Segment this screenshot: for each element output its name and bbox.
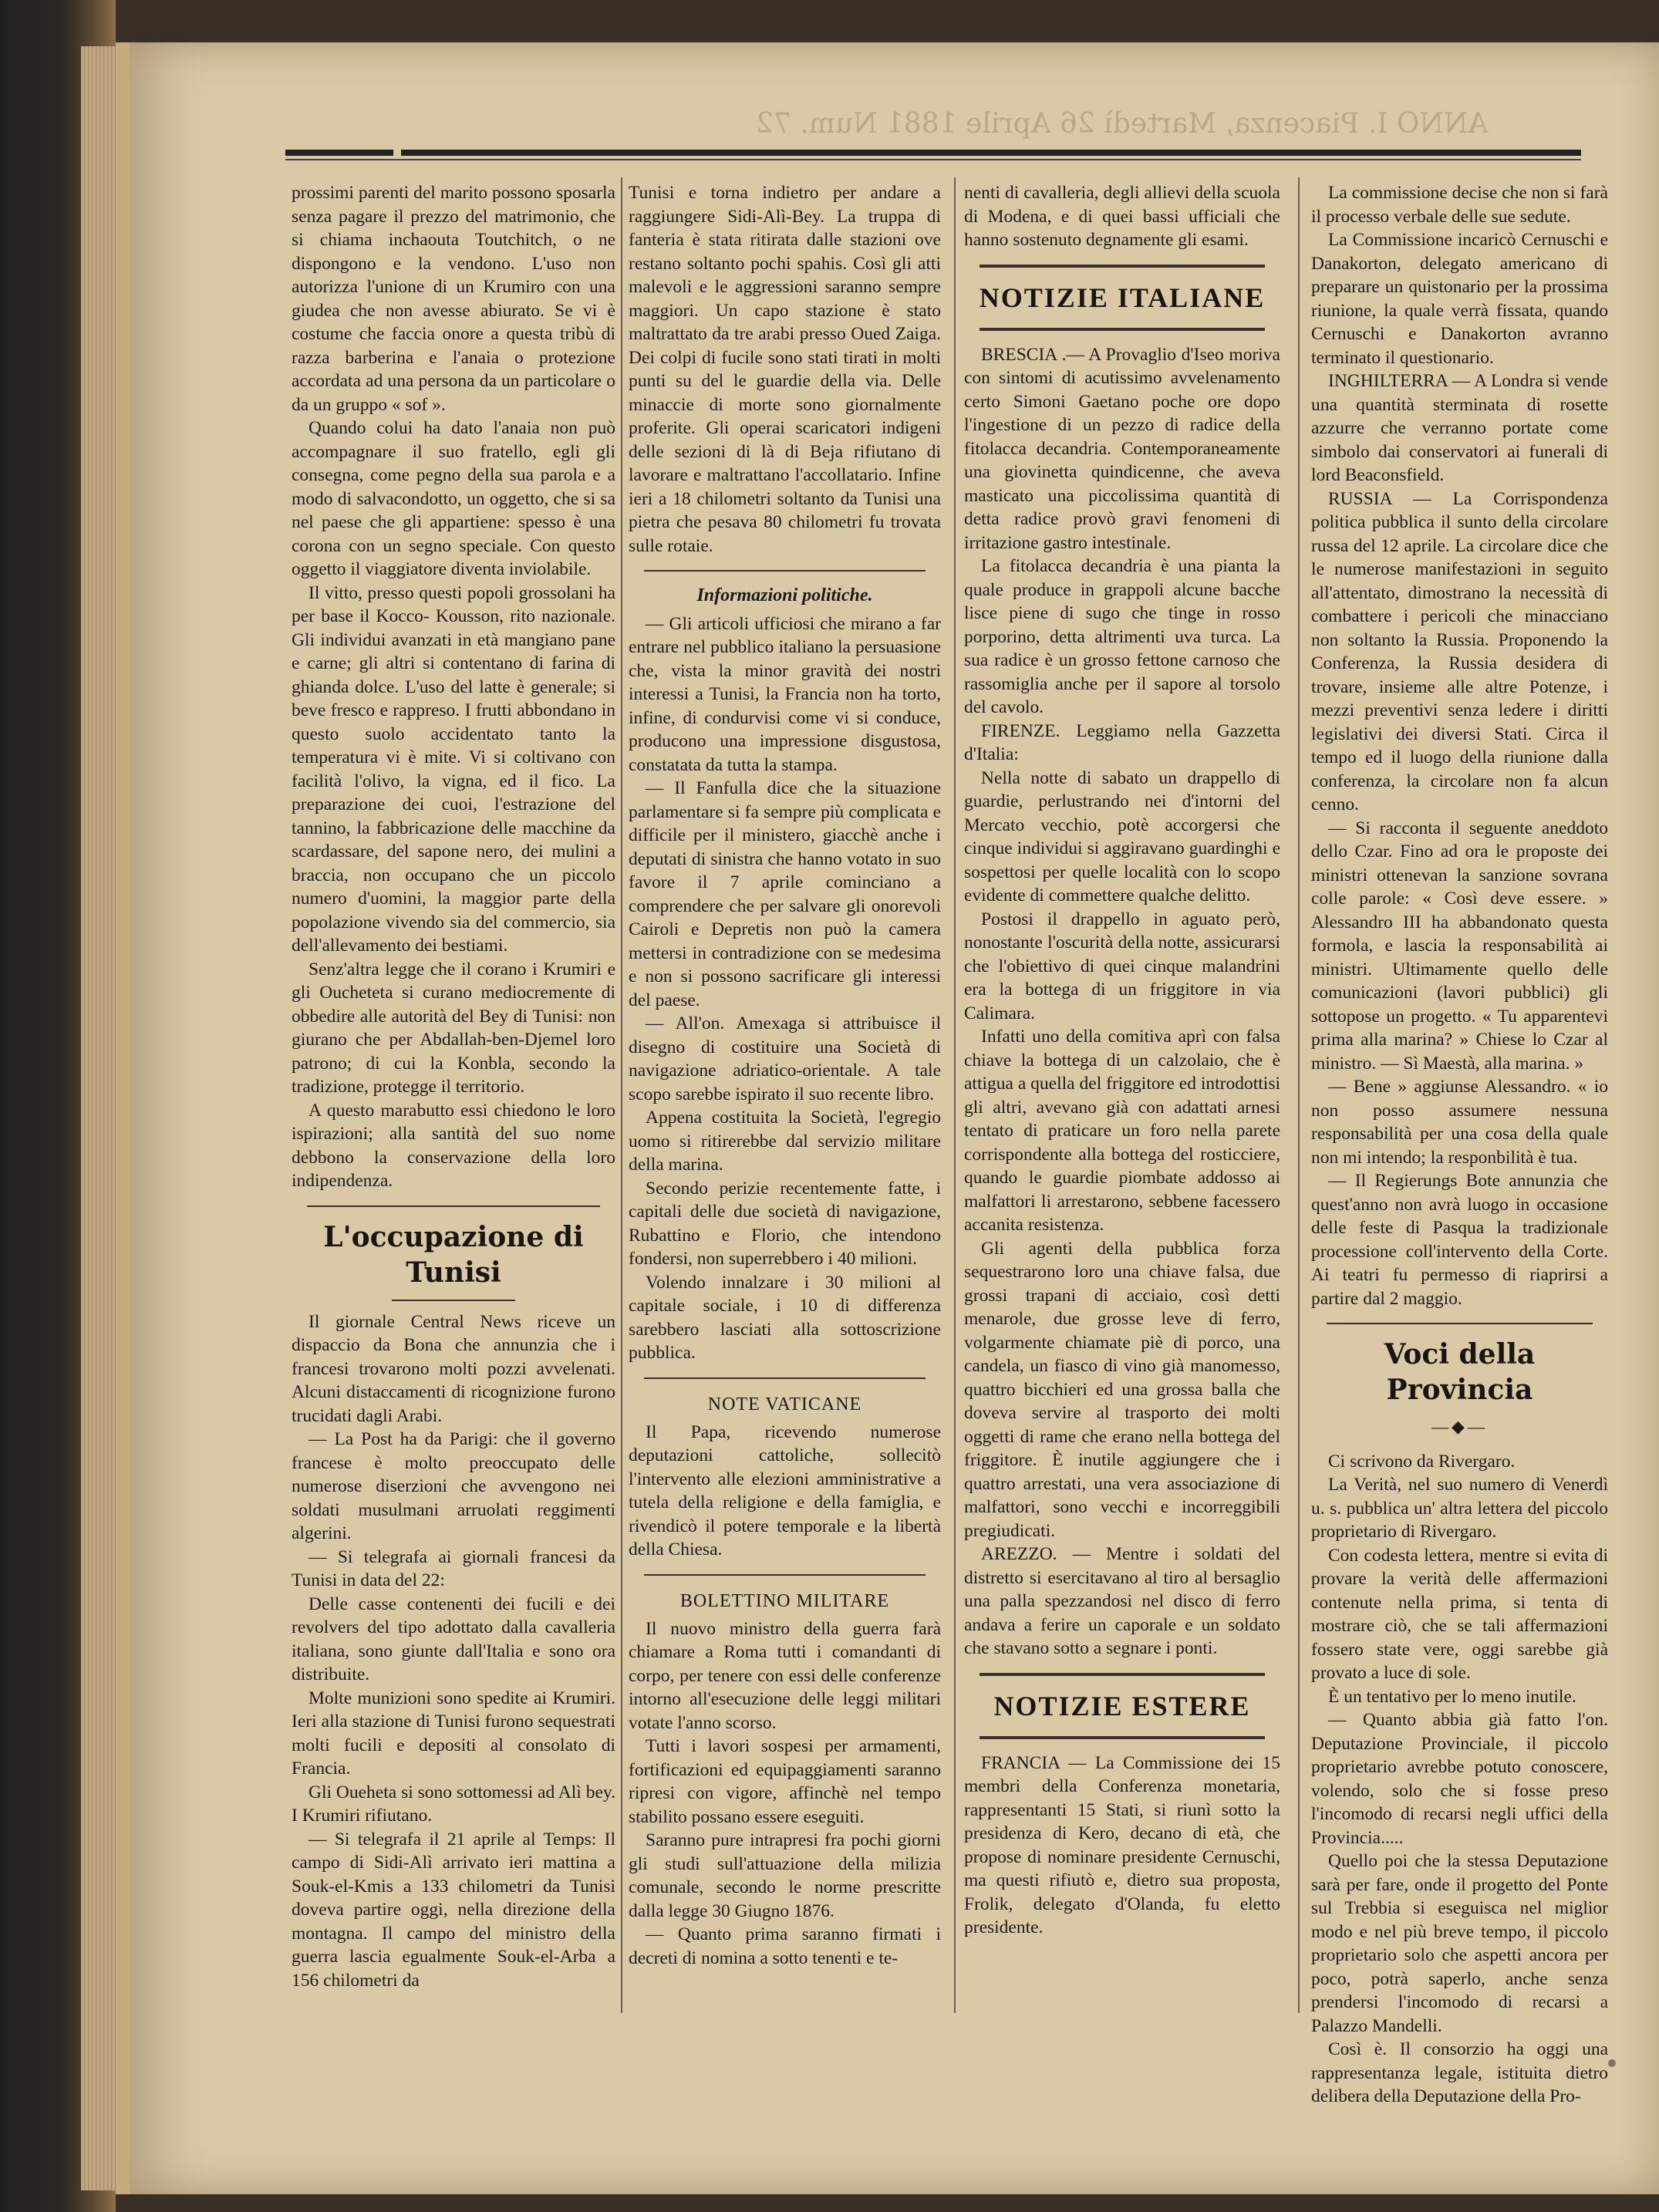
article-paragraph: Molte munizioni sono spedite ai Krumiri. Ieri alla stazione di Tunisi furono sequestrati molti fucili e depositi al consolato di Francia. (292, 1688, 615, 1779)
article-paragraph: Gli agenti della pubblica forza sequestrarono loro una chiave falsa, due grossi trapani di acciaio, così detti menarole, due grosse leve di ferro, volgarmente chiamate piè di porco, una candela, un fiasco di vino già manomesso, quattro bicchieri ed una grossa balla che doveva servire al trasporto dei molti oggetti di rame che erano nella bottega del friggitore. È inutile aggiungere che i quattro arrestati, una vera associazione di malfattori, sono vecchi e incorreggibili pregiudicati. (964, 1238, 1280, 1541)
column-separator (1298, 177, 1300, 2013)
section-rule (307, 1205, 600, 1207)
section-rule (980, 265, 1265, 268)
article-paragraph: Il nuovo ministro della guerra farà chiamare a Roma tutti i comandanti di corpo, per tenere con essi delle conferenze intorno all'esecuzione delle leggi militari votate l'anno scorso. (629, 1618, 941, 1733)
article-paragraph: Appena costituita la Società, l'egregio uomo si ritirerebbe dal servizio militare della marina. (629, 1108, 941, 1175)
section-rule (644, 1574, 926, 1576)
article-paragraph: INGHILTERRA — A Londra si vende una quantità sterminata di rosette azzurre che verranno portate come simbolo dai conservatori ai funerali di lord Beaconsfield. (1311, 371, 1608, 485)
article-paragraph: — La Post ha da Parigi: che il governo francese è molto preoccupato delle numerose diserzioni che avvengono nei soldati musulmani arruolati reggimenti algerini. (292, 1429, 615, 1543)
column-2 (629, 181, 941, 1970)
article-paragraph: Ci scrivono da Rivergaro. (1328, 1451, 1516, 1472)
article-paragraph: — Si telegrafa il 21 aprile al Temps: Il campo di Sidi-Alì arrivato ieri mattina a Souk-el-Kmis a 133 chilometri da Tunisi doveva partire oggi, nella direzione della montagna. Il campo del ministro della guerra lascia egualmente Souk-el-Arba a 156 chilometri da (292, 1829, 615, 1991)
article-paragraph: La fitolacca decandria è una pianta la quale produce in grappoli alcune bacche lisce piene di sugo che tinge in rosso porporino, detta altrimenti uva turca. La sua radice è un grosso fettone carnoso che rassomiglia anche per il sapore al torsolo del cavolo. (964, 556, 1280, 717)
headline-tunisi: L'occupazione di Tunisi (323, 1220, 584, 1289)
section-rule (980, 1736, 1265, 1739)
column-separator (954, 177, 956, 2013)
article-paragraph: Tutti i lavori sospesi per armamenti, fortificazioni ed equipaggiamenti saranno ripresi con vigore, affinchè nel tempo stabilito possano essere eseguiti. (629, 1736, 941, 1827)
article-paragraph: — Quanto prima saranno firmati i decreti di nomina a sotto tenenti e te- (629, 1924, 941, 1968)
ink-spot (1608, 2059, 1616, 2067)
article-paragraph: FIRENZE. Leggiamo nella Gazzetta d'Italia: (964, 720, 1280, 764)
article-paragraph: BRESCIA .— A Provaglio d'Iseo moriva con sintomi di acutissimo avvelenamento certo Simoni Gaetano poche ore dopo l'ingestione di un pezzo di radice della fitolacca decandria. Contemporaneamente una giovinetta quindicenne, che aveva masticato una piccolissima quantità di detta radice provò gravi fenomeni di irritazione gastro intestinale. (964, 344, 1280, 553)
column-3 (964, 181, 1280, 1940)
heading-voci-provincia: Voci della Provincia (1384, 1338, 1536, 1406)
article-paragraph: Così è. Il consorzio ha oggi una rappresentanza legale, istituita dietro delibera della Deputazione della Pro- (1311, 2039, 1608, 2106)
article-paragraph: Quando colui ha dato l'anaia non può accompagnare il suo fratello, egli gli consegna, come pegno della sua parola e a modo di salvacondotto, un oggetto, che si sa nel paese che gli appartiene: spesso è una corona con un segno speciale. Con questo oggetto il viaggiatore diventa inviolabile. (292, 418, 615, 579)
article-paragraph: nenti di cavalleria, degli allievi della scuola di Modena, e di quei bassi ufficiali che hanno sostenuto degnamente gli esami. (964, 183, 1280, 250)
section-rule (644, 1377, 926, 1379)
article-paragraph: Secondo perizie recentemente fatte, i capitali delle due società di navigazione, Rubattino e Florio, che intendono fondersi, non superrebbero i 40 milioni. (629, 1178, 941, 1269)
article-paragraph: — Bene » aggiunse Alessandro. « io non posso assumere nessuna responsabilità per una cosa della quale non mi intendo; la responbilità è tua. (1311, 1077, 1608, 1168)
article-paragraph: È un tentativo per lo meno inutile. (1328, 1686, 1576, 1707)
page-edges (81, 46, 116, 2190)
column-4 (1311, 181, 1608, 2109)
heading-bolettino-militare: BOLETTINO MILITARE (679, 1590, 890, 1611)
article-paragraph: Tunisi e torna indietro per andare a raggiungere Sidi-Alì-Bey. La truppa di fanteria è stata ritirata dalle stazioni ove restano soltanto pochi spahis. Così gli atti malevoli e le aggressioni saranno sempre maggiori. Un capo stazione è stato maltrattato da tre arabi presso Oued Zaiga. Dei colpi di fucile sono stati tirati in molti punti su del le guardie della via. Delle minaccie di morte sono giornalmente proferite. Gli operai scaricatori indigeni delle sezioni di là di Beja rifiutano di lavorare e maltrattano l'accollatario. Infine ieri a 18 chilometri soltanto da Tunisi una pietra che pesava 80 chilometri fu trovata sulle rotaie. (629, 183, 941, 556)
masthead-rules (285, 147, 1589, 164)
article-paragraph: La commissione decise che non si farà il processo verbale delle sue sedute. (1311, 183, 1608, 227)
article-paragraph: — All'on. Amexaga si attribuisce il disegno di costituire una Società di navigazione adriatico-orientale. A tale scopo sarebbe ispirato il suo recente libro. (629, 1013, 941, 1104)
article-paragraph: FRANCIA — La Commissione dei 15 membri della Conferenza monetaria, rappresentanti 15 Stati, si riunì sotto la presidenza di Kero, decano di età, che propose di nominare presidente Cernuschi, ma questi rifiutò e, dietro sua proposta, Frolik, delegato d'Olanda, fu eletto presidente. (964, 1752, 1280, 1937)
article-paragraph: Il giornale Central News riceve un dispaccio da Bona che annunzia che i francesi trovarono molti pozzi avvelenati. Alcuni distaccamenti di ricognizione furono trucidati dagli Arabi. (292, 1311, 615, 1426)
subhead-politiche: Informazioni politiche. (696, 585, 873, 605)
article-paragraph: La Commissione incaricò Cernuschi e Danakorton, delegato americano di preparare un quistonario per la prossima riunione, la quale verrà fissata, quando Cernuschi e Danakorton avranno terminato il questionario. (1311, 230, 1608, 368)
article-paragraph: Con codesta lettera, mentre si evita di provare la verità delle affermazioni contenute nella prima, si tenta di mostrare ciò, che se tali affermazioni fossero state vere, oggi sarebbe già provato a luce di sole. (1311, 1545, 1608, 1683)
column-1 (292, 181, 615, 1992)
article-paragraph: La Verità, nel suo numero di Venerdì u. s. pubblica un' altra lettera del piccolo proprietario di Rivergaro. (1311, 1475, 1608, 1542)
article-paragraph: A questo marabutto essi chiedono le loro ispirazioni; alla santità del suo nome debbono la conservazione della loro indipendenza. (292, 1100, 615, 1191)
section-rule (644, 570, 926, 572)
heading-note-vaticane: NOTE VATICANE (707, 1394, 862, 1415)
article-paragraph: — Il Fanfulla dice che la situazione parlamentare si fa sempre più complicata e difficile per il ministero, giacchè anche i deputati di sinistra che hanno votato in suo favore il 7 aprile cominciano a comprendere che per salvare gli onorevoli Cairoli e Depretis non può la camera mettersi in contradizione con se medesima e non si possono sacrificare gli interessi del paese. (629, 778, 941, 1010)
article-paragraph: Postosi il drappello in aguato però, nonostante l'oscurità della notte, assicurarsi che l'obiettivo di quei cinque malandrini era la bottega di un friggitore in via Calimara. (964, 909, 1280, 1023)
section-rule (980, 328, 1265, 331)
article-paragraph: — Gli articoli ufficiosi che mirano a far entrare nel pubblico italiano la persuasione che, vista la minor gravità dei nostri interessi a Tunisi, la Francia non ha torto, infine, di condurvisi come vi si conduce, producono una impressione disgustosa, constatata da tutta la stampa. (629, 613, 941, 775)
article-paragraph: RUSSIA — La Corrispondenza politica pubblica il sunto della circolare russa del 12 aprile. La circolare dice che le numerose manifestazioni in seguito all'attentato, dimostrano la necessità di combattere i pericoli che minacciano non soltanto la Russia. Proponendo la Conferenza, la Russia desidera di trovare, insieme alle altre Potenze, i mezzi preventivi senza ledere i diritti legislativi dei diversi Stati. Circa il tempo ed il luogo della riunione dalla conferenza, la circolare non fa alcun cenno. (1311, 488, 1608, 814)
article-paragraph: — Si racconta il seguente aneddoto dello Czar. Fino ad ora le proposte dei ministri ottenevan la sanzione sovrana colle parole: « Così deve essere. » Alessandro III ha abbandonato questa formola, e lascia la responsabilità ai ministri. Ultimamente quello delle comunicazioni (lavori pubblici) gli sottopose un progetto. « Tu apparentevi prima alla marina? » Chiese lo Czar al ministro. — Sì Maestà, alla marina. » (1311, 818, 1608, 1074)
ornament-divider: —◆— (1431, 1417, 1488, 1436)
article-paragraph: Quello poi che la stessa Deputazione sarà per fare, onde il progetto del Ponte sul Trebbia si eseguisca nel miglior modo e nel più breve tempo, il piccolo proprietario solo che aspetti ancora per poco, potrà saperlo, anche senza prendersi l'incomodo di recarsi a Palazzo Mandelli. (1311, 1851, 1608, 2036)
article-paragraph: Senz'altra legge che il corano i Krumiri e gli Oucheteta si curano mediocremente di obbedire alle autorità del Bey di Tunisi: non giurano che per Abdallah-ben-Djemel loro patrono; di cui la Konbla, secondo la tradizione, protegge il territorio. (292, 959, 615, 1097)
article-paragraph: Volendo innalzare i 30 milioni al capitale sociale, i 10 di differenza sarebbero lasciati alla sottoscrizione pubblica. (629, 1272, 941, 1363)
article-paragraph: Gli Oueheta si sono sottomessi ad Alì bey. I Krumiri rifiutano. (292, 1782, 615, 1826)
article-paragraph: prossimi parenti del marito possono sposarla senza pagare il prezzo del matrimonio, che si chiama inchaouta Toutchitch, o ne dispongono e la vendono. L'uso non autorizza l'unione di un Krumiro con una giudea che non avesse abiurato. Se vi è costume che faccia onore a questa tribù di razza barberina e l'anaia o protezione accordata ad una persona da un particolare o da un gruppo « sof ». (292, 183, 615, 415)
headline-rule (392, 1300, 515, 1301)
section-rule (1327, 1323, 1593, 1324)
heading-notizie-estere: NOTIZIE ESTERE (993, 1690, 1251, 1721)
bleed-through-masthead: ANNO I. Piacenza, Martedì 26 Aprile 1881 Num. 72 (756, 108, 1489, 140)
masthead-rule-left (285, 150, 393, 156)
heading-notizie-italiane: NOTIZIE ITALIANE (979, 282, 1266, 313)
masthead-rule-main (401, 150, 1581, 156)
section-rule (980, 1673, 1265, 1676)
article-paragraph: — Quanto abbia già fatto l'on. Deputazione Provinciale, il piccolo proprietario avrebbe potuto conoscere, volendo, solo che si fosse preso l'incomodo di recarsi negli uffici della Provincia..... (1311, 1710, 1608, 1848)
article-paragraph: Nella notte di sabato un drappello di guardie, perlustrando nei d'intorni del Mercato vecchio, potè accorgersi che cinque individui si aggiravano guardinghi e sospettosi per quelle località con lo scopo evidente di commettere qualche delitto. (964, 767, 1280, 905)
article-paragraph: Saranno pure intrapresi fra pochi giorni gli studi sull'attuazione della milizia comunale, secondo le norme prescritte dalla legge 30 Giugno 1876. (629, 1830, 941, 1921)
article-paragraph: Il Papa, ricevendo numerose deputazioni cattoliche, sollecitò l'intervento alle elezioni amministrative a tutela della religione e della famiglia, e rivendicò il potere temporale e la libertà della Chiesa. (629, 1421, 941, 1560)
article-paragraph: Infatti uno della comitiva aprì con falsa chiave la bottega di un calzolaio, che è attigua a quella del friggitore ed introdottisi gli altri, avevano già con adattati arnesi tentato di praticare un foro nella parete corrispondente alla bottega del rosticciere, quando le guardie piombate addosso ai malfattori li arrestarono, sebbene facessero accanita resistenza. (964, 1027, 1280, 1235)
article-paragraph: AREZZO. — Mentre i soldati del distretto si esercitavano al tiro al bersaglio una palla spezzandosi nel disco di ferro andava a ferire un caporale e un soldato che stavano sotto a segnare i ponti. (964, 1544, 1280, 1658)
article-paragraph: Il vitto, presso questi popoli grossolani ha per base il Kocco- Kousson, rito nazionale. Gli individui avanzati in età mangiano pane e carne; gli altri si contentano di farina di ghianda dolce. L'uso del latte è generale; si beve fresco e rappreso. I frutti abbondano in questo suolo accidentato tanto la temperatura vi è mite. Vi si coltivano con facilità l'olivo, la vigna, ed il fico. La preparazione dei cuoi, l'estrazione del tannino, la fabbricazione delle macchine da scardassare, del sapone nero, dei mulini a braccia, non occupano che un piccolo numero d'uomini, la maggior parte della popolazione vivendo sia del commercio, sia dell'allevamento dei bestiami. (292, 582, 615, 956)
masthead-rule-thin (285, 159, 1581, 160)
article-paragraph: — Il Regierungs Bote annunzia che quest'anno non avrà luogo in occasione delle feste di Pasqua la tradizionale processione coll'intervento della Corte. Ai teatri fu permesso di riaprirsi a partire dal 2 maggio. (1311, 1171, 1608, 1309)
article-paragraph: Delle casse contenenti dei fucili e dei revolvers del tipo adottato dalla cavalleria italiana, sono giunte dall'Italia e sono ora distribuite. (292, 1593, 615, 1684)
column-separator (621, 177, 622, 2013)
article-paragraph: — Si telegrafa ai giornali francesi da Tunisi in data del 22: (292, 1546, 615, 1590)
